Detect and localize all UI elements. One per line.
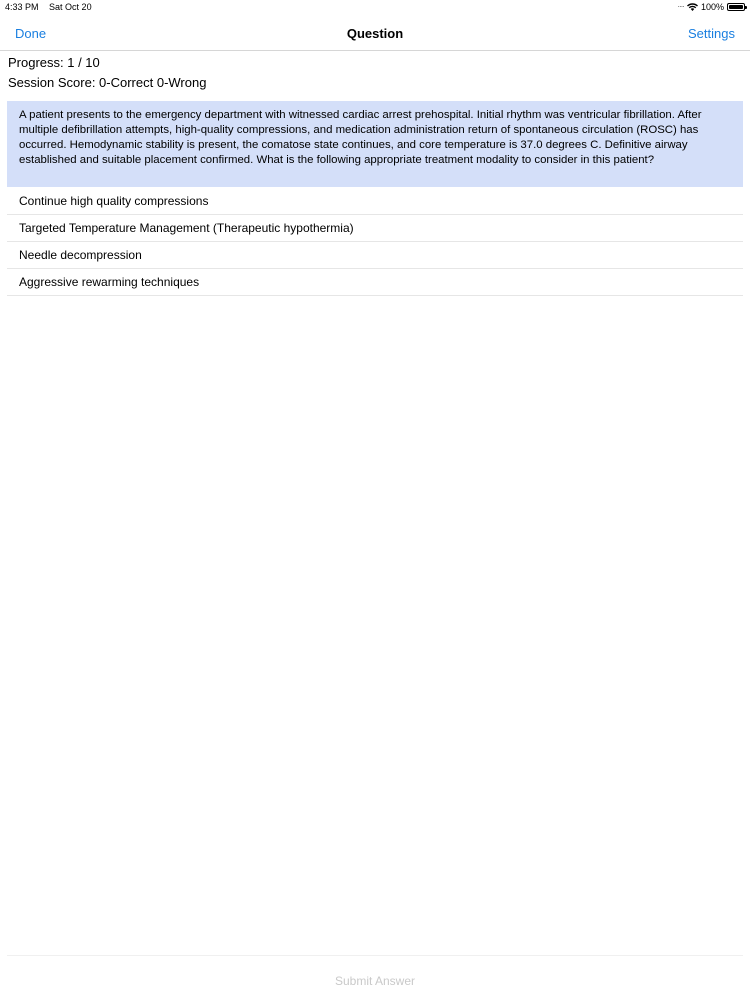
answer-option-2[interactable]: Targeted Temperature Management (Therapeutic hypothermia)	[7, 215, 743, 242]
answer-option-4[interactable]: Aggressive rewarming techniques	[7, 269, 743, 296]
navigation-bar	[0, 14, 750, 51]
progress-text: Progress: 1 / 10	[8, 55, 100, 70]
battery-percent: 100%	[700, 2, 724, 12]
submit-answer-button[interactable]: Submit Answer	[0, 973, 750, 989]
signal-icon: ····	[677, 2, 684, 11]
status-right	[677, 0, 745, 14]
done-button[interactable]: Done	[15, 26, 47, 41]
bottom-divider	[7, 955, 743, 956]
answer-option-3[interactable]: Needle decompression	[7, 242, 743, 269]
status-left	[5, 0, 100, 14]
status-date: Sat Oct 20	[49, 2, 92, 12]
wifi-icon	[687, 3, 698, 12]
answer-list	[7, 188, 743, 296]
nav-title: Question	[346, 26, 404, 41]
status-time: 4:33 PM	[5, 2, 39, 12]
status-bar	[0, 0, 750, 14]
answer-option-1[interactable]: Continue high quality compressions	[7, 188, 743, 215]
question-text: A patient presents to the emergency department with witnessed cardiac arrest prehospital. Initial rhythm was ventricular fibrillation. After multiple defibrillation attempts, high-quality compressions, and medication administration return of spontaneous circulation (ROSC) has occurred. Hemodynamic stability is present, the comatose state continues, and core temperature is 37.0 degrees C. Definitive airway established and suitable placement confirmed. What is the following appropriate treatment modality to consider in this patient?	[7, 101, 743, 187]
session-score-text: Session Score: 0-Correct 0-Wrong	[8, 75, 207, 90]
settings-button[interactable]: Settings	[688, 26, 735, 41]
battery-icon	[727, 3, 745, 11]
battery-fill	[729, 5, 743, 9]
